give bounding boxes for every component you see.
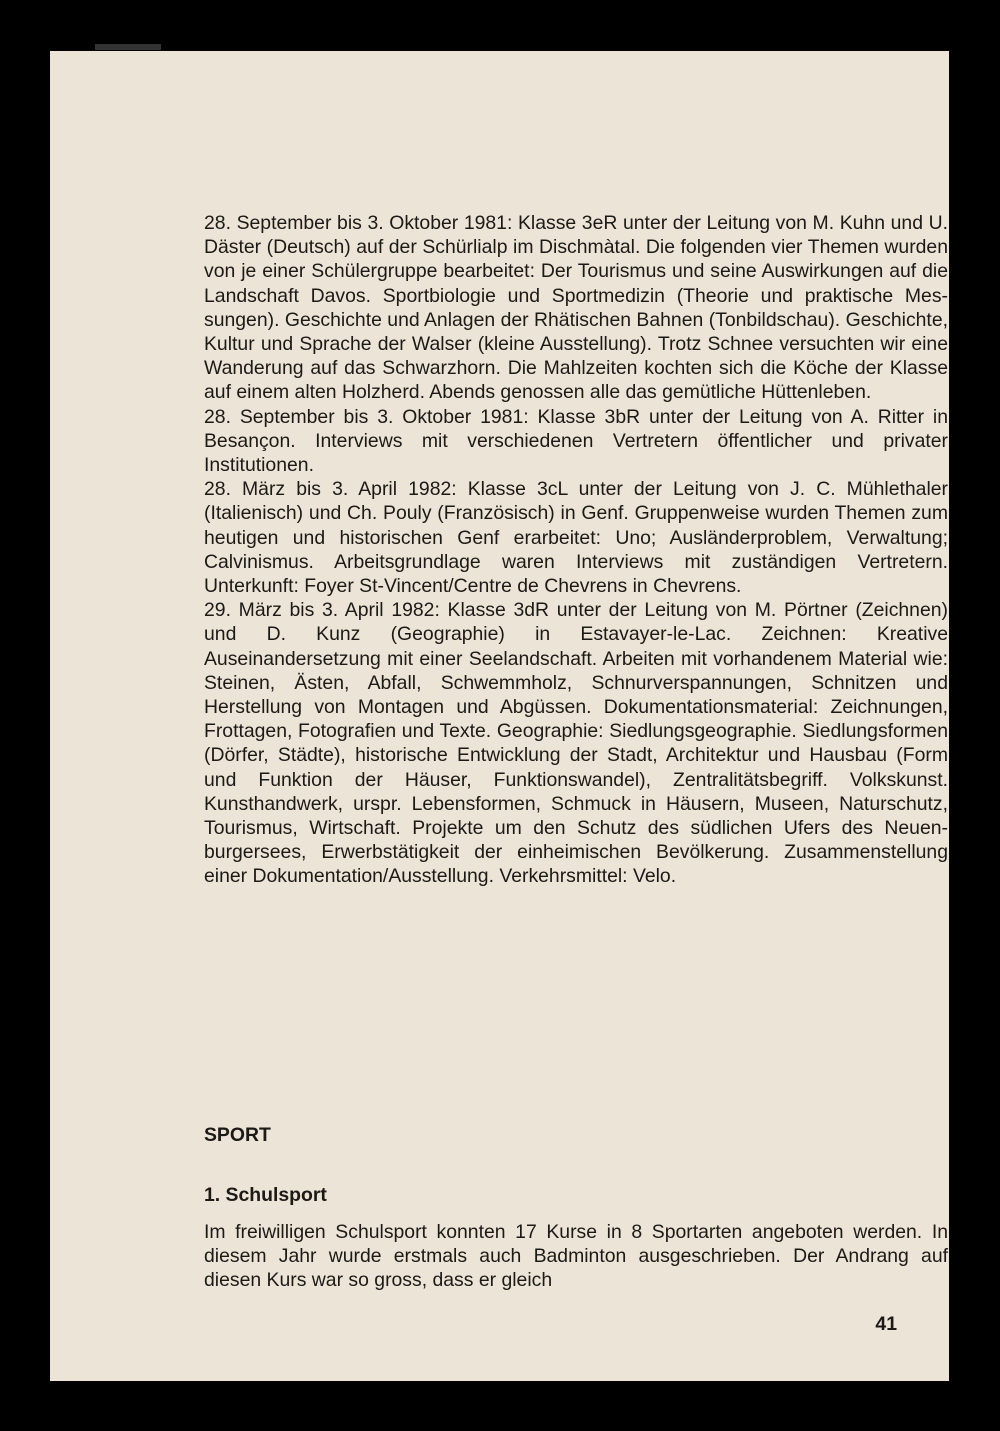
corner-mark [95, 44, 161, 50]
subsection-heading-schulsport: 1. Schulsport [204, 1184, 327, 1206]
section-heading-sport: SPORT [204, 1124, 271, 1146]
document-page [50, 51, 949, 1381]
schulsport-text [204, 1220, 948, 1293]
excursions-text [204, 211, 948, 889]
paragraph-3eR: 28. September bis 3. Oktober 1981: Klasse 3eR unter der Leitung von M. Kuhn und U. Däster (Deutsch) auf der Schürlialp im Dischmàtal. Die folgenden vier Themen wurden von je einer Schülergruppe bearbeitet: Der Tourismus und seine Auswirkungen auf die Landschaft Davos. Sportbiologie und Sportmedizin (Theorie und praktische Messungen). Geschichte und Anlagen der Rhätischen Bahnen (Tonbildschau). Geschichte, Kultur und Sprache der Walser (kleine Ausstellung). Trotz Schnee versuchten wir eine Wanderung auf das Schwarzhorn. Die Mahlzeiten kochten sich die Köche der Klasse auf einem alten Holzherd. Abends genossen alle das gemütliche Hüttenleben. [204, 212, 948, 404]
page-number: 41 [875, 1313, 897, 1335]
paragraph-3dR: 29. März bis 3. April 1982: Klasse 3dR unter der Leitung von M. Pörtner (Zeichnen) und D. Kunz (Geographie) in Estavayer-le-Lac. Zeichnen: Kreative Auseinandersetzung mit einer Seelandschaft. Arbeiten mit vorhandenem Material wie: Steinen, Ästen, Abfall, Schwemmholz, Schnurverspannungen, Schnitzen und Herstellung von Montagen und Abgüssen. Dokumentationsmaterial: Zeichnungen, Frottagen, Fotografien und Texte. Geographie: Siedlungsgeographie. Siedlungsformen (Dörfer, Städte), historische Entwicklung der Stadt, Architektur und Hausbau (Form und Funktion der Häuser, Funktionswandel), Zentralitätsbegriff. Volkskunst. Kunsthandwerk, urspr. Lebensformen, Schmuck in Häusern, Museen, Naturschutz, Tourismus, Wirtschaft. Projekte um den Schutz des südlichen Ufers des Neuenburgersees, Erwerbstätigkeit der einheimischen Bevölkerung. Zusammenstellung einer Dokumentation/Ausstellung. Verkehrsmittel: Velo. [204, 599, 948, 888]
paragraph-3bR: 28. September bis 3. Oktober 1981: Klasse 3bR unter der Leitung von A. Ritter in Besançon. Interviews mit verschiedenen Vertretern öffentlicher und privater Institutionen. [204, 405, 948, 477]
paragraph-3cL: 28. März bis 3. April 1982: Klasse 3cL unter der Leitung von J. C. Mühlethaler (Italienisch) und Ch. Pouly (Französisch) in Genf. Gruppenweise wurden Themen zum heutigen und historischen Genf erarbeitet: Uno; Ausländerproblem, Verwaltung; Calvinismus. Arbeitsgrundlage waren Interviews mit zuständigen Vertretern. Unterkunft: Foyer St-Vincent/Centre de Chevrens in Chevrens. [204, 478, 948, 598]
paragraph-schulsport: Im freiwilligen Schulsport konnten 17 Kurse in 8 Sportarten angeboten werden. In diesem Jahr wurde erstmals auch Badminton ausgeschrieben. Der Andrang auf diesen Kurs war so gross, dass er gleich [204, 1221, 948, 1292]
